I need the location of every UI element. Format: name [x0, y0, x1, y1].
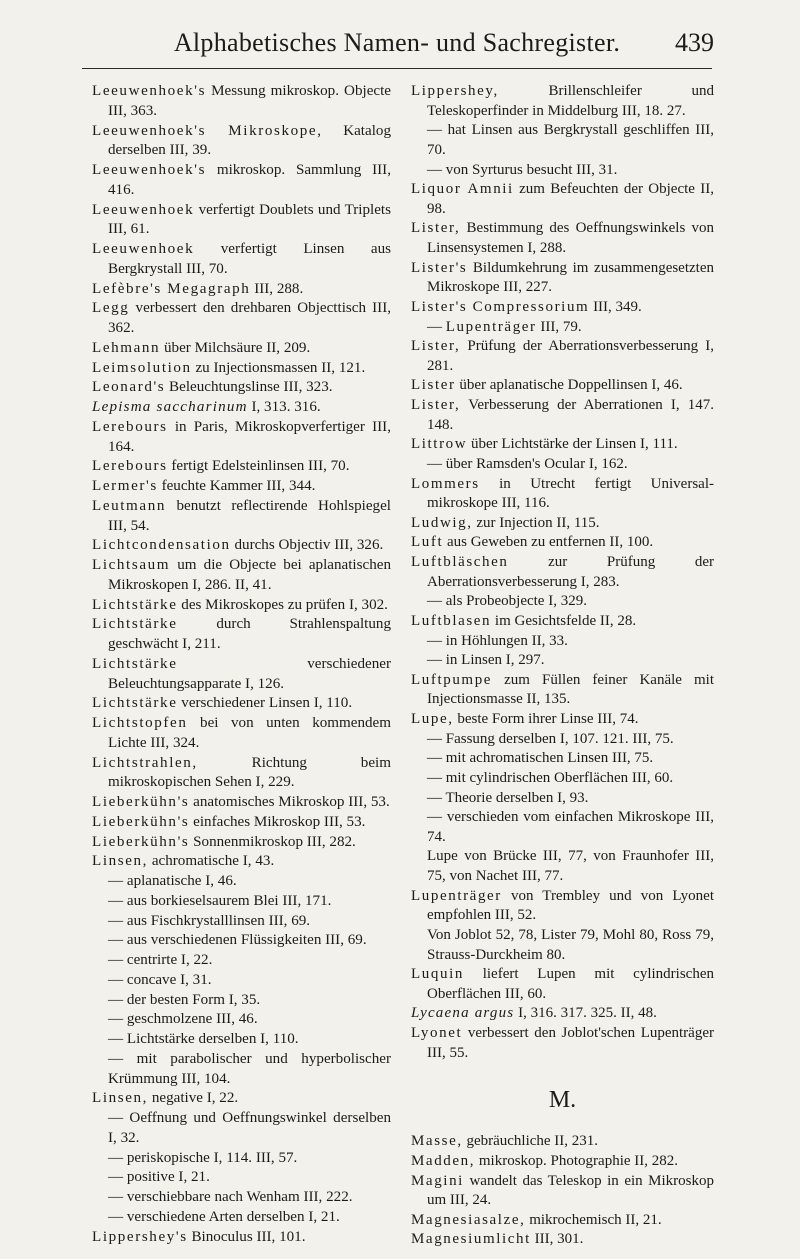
entry-text: III, 79.	[536, 318, 582, 335]
entry-headword: Lepisma saccharinum	[92, 399, 248, 415]
index-entry	[92, 951, 391, 971]
entry-text: mikroskop. Photographie II, 282.	[475, 1152, 679, 1169]
left-column	[92, 82, 391, 1247]
entry-headword: Lister's	[411, 259, 468, 276]
index-entry	[411, 1152, 714, 1172]
index-entry	[411, 632, 714, 652]
entry-text: — verschieden vom einfachen Mikroskope III, 74.	[427, 809, 714, 845]
index-entry	[411, 553, 714, 592]
entry-headword: Luftbläschen	[411, 554, 509, 570]
entry-text: — aplanatische I, 46.	[108, 873, 237, 889]
entry-text: — Lichtstärke derselben I, 110.	[108, 1031, 299, 1047]
entry-text: — der besten Form I, 35.	[108, 991, 261, 1008]
entry-text: — aus Fischkrystalllinsen III, 69.	[108, 912, 311, 929]
entry-headword: Lupe,	[411, 711, 454, 727]
entry-headword: Lichtstärke	[92, 596, 178, 613]
entry-text: verschiedener Linsen I, 110.	[177, 695, 353, 712]
entry-text: verbessert den drehbaren Objecttisch III, 362.	[108, 300, 391, 336]
index-entry	[411, 1230, 714, 1250]
index-entry	[92, 1228, 391, 1248]
index-entry	[92, 694, 391, 714]
entry-headword: Leonard's	[92, 379, 166, 396]
index-entry	[411, 298, 714, 318]
entry-text: — concave I, 31.	[108, 971, 212, 988]
entry-headword: Lupenträger	[411, 887, 502, 904]
entry-text: Beleuchtungslinse III, 323.	[165, 379, 333, 396]
index-entry	[92, 852, 391, 872]
entry-headword: Lupenträger	[445, 318, 537, 335]
index-entry	[92, 1089, 391, 1109]
entry-headword: Lieberkühn's	[92, 794, 190, 810]
entry-headword: Masse,	[411, 1133, 463, 1150]
entry-text: — in Höhlungen II, 33.	[427, 632, 568, 649]
entry-headword: Lister	[411, 377, 456, 394]
entry-headword: Lerebours	[92, 458, 168, 475]
index-entry	[411, 219, 714, 258]
page-number: 439	[675, 28, 714, 57]
entry-headword: Magini	[411, 1172, 464, 1189]
entry-text: — centrirte I, 22.	[108, 952, 213, 968]
entry-headword: Lister,	[411, 220, 461, 237]
entry-text: — als Probeobjecte I, 329.	[427, 593, 587, 610]
entry-headword: Lichtstärke	[92, 616, 178, 633]
entry-headword: Lichtsaum	[92, 557, 171, 573]
entry-headword: Lippershey's	[92, 1228, 188, 1245]
entry-text: — in Linsen I, 297.	[427, 652, 545, 669]
index-entry	[411, 455, 714, 475]
entry-text: Bestimmung des Oeffnungswinkels von Linsensystemen I, 288.	[427, 220, 714, 256]
index-entry	[411, 318, 714, 338]
index-entry	[92, 754, 391, 794]
entry-headword: Lommers	[411, 475, 480, 492]
entry-text: — Fassung derselben I, 107. 121. III, 75.	[427, 730, 674, 747]
entry-text: in Paris, Mikroskopverfertiger III, 164.	[108, 418, 391, 455]
entry-text: aus Geweben zu entfernen II, 100.	[443, 534, 654, 551]
entry-headword: Linsen,	[92, 1090, 149, 1107]
index-entry	[411, 749, 714, 769]
index-entry	[92, 714, 391, 754]
entry-text: verfertigt Linsen aus Bergkrystall III, 70.	[108, 241, 391, 277]
index-entry	[92, 339, 391, 359]
entry-text: Verbesserung der Aberrationen I, 147. 148.	[427, 397, 714, 433]
entry-text: — geschmolzene III, 46.	[108, 1011, 258, 1028]
index-entry	[92, 793, 391, 813]
index-entry	[92, 912, 391, 932]
entry-headword: Lerebours	[92, 418, 168, 435]
index-entry	[92, 833, 391, 853]
entry-headword: Lichtcondensation	[92, 537, 231, 554]
index-entry	[92, 457, 391, 477]
index-entry	[92, 1208, 391, 1228]
entry-text: III, 288.	[250, 280, 304, 297]
right-column-l-entries	[411, 82, 714, 1063]
entry-text: mikrochemisch II, 21.	[525, 1211, 662, 1228]
entry-text: I, 316. 317. 325. II, 48.	[514, 1005, 657, 1022]
entry-text: verschiedener Beleuchtungsapparate I, 126.	[108, 655, 391, 692]
entry-headword: Lehmann	[92, 339, 161, 356]
entry-text: zum Befeuchten der Objecte II, 98.	[427, 181, 714, 217]
entry-text: einfaches Mikroskop III, 53.	[189, 813, 366, 830]
index-entry	[92, 497, 391, 537]
index-entry	[411, 533, 714, 553]
index-entry	[92, 892, 391, 912]
index-entry	[411, 1004, 714, 1024]
entry-headword: Lichtstärke	[92, 695, 178, 712]
entry-text: — aus verschiedenen Flüssigkeiten III, 69.	[108, 932, 367, 949]
index-entry	[411, 514, 714, 534]
index-entry	[92, 201, 391, 241]
entry-dash: —	[427, 318, 446, 335]
index-entry	[411, 82, 714, 121]
entry-text: durchs Objectiv III, 326.	[230, 537, 384, 554]
entry-text: — positive I, 21.	[108, 1169, 210, 1186]
index-entry	[92, 1030, 391, 1050]
entry-text: fertigt Edelsteinlinsen III, 70.	[167, 458, 350, 475]
entry-text: — hat Linsen aus Bergkrystall geschliffen III, 70.	[427, 122, 714, 158]
index-entry	[411, 396, 714, 435]
index-entry	[411, 612, 714, 632]
index-entry	[92, 872, 391, 892]
index-entry	[411, 730, 714, 750]
entry-text: I, 313. 316.	[247, 399, 321, 415]
entry-headword: Lister's Compressorium	[411, 298, 590, 315]
entry-text: — Theorie derselben I, 93.	[427, 789, 589, 806]
entry-text: über aplanatische Doppellinsen I, 46.	[455, 377, 683, 394]
entry-headword: Magnesiasalze,	[411, 1211, 526, 1228]
entry-text: zu Injectionsmassen II, 121.	[191, 359, 366, 376]
index-entry	[92, 813, 391, 833]
entry-headword: Leeuwenhoek	[92, 201, 195, 218]
entry-headword: Leeuwenhoek's	[92, 162, 207, 178]
entry-headword: Leeuwenhoek's Mikroskope,	[92, 122, 323, 139]
entry-text: um die Objecte bei aplanatischen Mikroskopen I, 286. II, 41.	[108, 557, 391, 593]
entry-text: Bildumkehrung im zusammengesetzten Mikroskope III, 227.	[427, 259, 714, 296]
entry-headword: Lycaena argus	[411, 1005, 515, 1022]
index-entry	[92, 161, 391, 201]
entry-text: — mit achromatischen Linsen III, 75.	[427, 750, 654, 767]
index-entry	[92, 556, 391, 596]
entry-text: — periskopische I, 114. III, 57.	[108, 1149, 298, 1166]
index-entry	[411, 1172, 714, 1211]
entry-text: beste Form ihrer Linse III, 74.	[453, 711, 639, 727]
entry-headword: Lieberkühn's	[92, 833, 190, 850]
index-entry	[92, 359, 391, 379]
entry-text: — verschiebbare nach Wenham III, 222.	[108, 1189, 353, 1205]
index-entry	[411, 887, 714, 926]
entry-headword: Madden,	[411, 1152, 476, 1169]
entry-text: III, 349.	[589, 298, 642, 315]
index-entry	[92, 418, 391, 458]
entry-headword: Lieberkühn's	[92, 813, 190, 830]
entry-text: Richtung beim mikroskopischen Sehen I, 229.	[108, 754, 391, 791]
index-entry	[92, 971, 391, 991]
index-entry	[92, 1109, 391, 1149]
index-entry	[92, 1010, 391, 1030]
entry-text: des Mikroskopes zu prüfen I, 302.	[177, 596, 388, 613]
right-column	[411, 82, 714, 1250]
entry-text: Lupe von Brücke III, 77, von Fraunhofer III, 75, von Nachet III, 77.	[427, 848, 714, 884]
index-entry	[411, 592, 714, 612]
entry-headword: Leutmann	[92, 497, 166, 514]
index-entry	[92, 991, 391, 1011]
index-entry	[92, 82, 391, 122]
entry-text: von Trembley und von Lyonet empfohlen III, 52.	[427, 887, 714, 924]
entry-text: zum Füllen feiner Kanäle mit Injectionsmasse II, 135.	[427, 671, 714, 708]
entry-text: feuchte Kammer III, 344.	[157, 478, 316, 494]
index-entry	[92, 536, 391, 556]
entry-text: III, 301.	[530, 1231, 584, 1248]
entry-headword: Legg	[92, 300, 130, 317]
entry-text: verfertigt Doublets und Triplets III, 61.	[108, 201, 391, 238]
entry-headword: Lermer's	[92, 478, 158, 494]
entry-headword: Ludwig,	[411, 514, 473, 531]
index-entry	[92, 1149, 391, 1169]
entry-text: in Utrecht fertigt Universal-mikroskope III, 116.	[427, 475, 714, 512]
index-entry	[411, 259, 714, 298]
entry-text: Binoculus III, 101.	[187, 1228, 306, 1245]
entry-text: anatomisches Mikroskop III, 53.	[189, 794, 390, 810]
entry-text: Prüfung der Aberrationsverbesserung I, 281.	[427, 338, 714, 374]
index-entry	[92, 398, 391, 418]
index-entry	[411, 1132, 714, 1152]
entry-headword: Lichtstärke	[92, 655, 178, 672]
entry-headword: Linsen,	[92, 853, 149, 870]
entry-text: Messung mikroskop. Objecte III, 363.	[108, 83, 391, 119]
index-entry	[92, 280, 391, 300]
entry-text: Katalog derselben III, 39.	[108, 122, 391, 159]
index-entry	[411, 671, 714, 710]
entry-text: Von Joblot 52, 78, Lister 79, Mohl 80, Ross 79, Strauss-Durckheim 80.	[427, 926, 714, 963]
entry-text: über Lichtstärke der Linsen I, 111.	[467, 436, 678, 453]
entry-text: benutzt reflectirende Hohlspiegel III, 54.	[108, 497, 391, 534]
index-entry	[411, 1024, 714, 1063]
entry-text: wandelt das Teleskop in ein Mikroskop um III, 24.	[427, 1172, 714, 1209]
entry-headword: Lister,	[411, 397, 461, 413]
entry-headword: Liquor Amnii	[411, 181, 514, 198]
entry-text: zur Injection II, 115.	[472, 514, 600, 531]
index-entry	[411, 376, 714, 396]
entry-headword: Lippershey,	[411, 83, 499, 99]
running-title: Alphabetisches Namen- und Sachregister.	[173, 28, 621, 57]
entry-text: — von Syrturus besucht III, 31.	[427, 161, 618, 178]
entry-headword: Luft	[411, 534, 444, 551]
entry-headword: Luftblasen	[411, 612, 492, 629]
entry-text: über Milchsäure II, 209.	[160, 339, 311, 356]
entry-text: — mit cylindrischen Oberflächen III, 60.	[427, 769, 674, 786]
index-entry	[92, 931, 391, 951]
entry-text: achromatische I, 43.	[148, 853, 275, 870]
entry-text: gebräuchliche II, 231.	[462, 1133, 599, 1150]
entry-text: — Oeffnung und Oeffnungswinkel derselben I, 32.	[108, 1110, 391, 1146]
entry-text: — aus borkieselsaurem Blei III, 171.	[108, 892, 332, 909]
index-entry	[411, 121, 714, 160]
entry-headword: Leimsolution	[92, 359, 192, 376]
section-letter-m: M.	[548, 1087, 577, 1114]
entry-text: zur Prüfung der Aberrationsverbesserung I, 283.	[427, 554, 714, 590]
entry-text: — verschiedene Arten derselben I, 21.	[108, 1208, 340, 1225]
index-entry	[411, 1211, 714, 1231]
index-entry	[411, 161, 714, 181]
entry-headword: Leeuwenhoek	[92, 241, 195, 257]
entry-headword: Luquin	[411, 966, 464, 983]
entry-headword: Lister,	[411, 338, 461, 355]
index-entry	[92, 655, 391, 695]
index-entry	[92, 1050, 391, 1090]
index-entry	[92, 615, 391, 655]
entry-text: durch Strahlenspaltung geschwächt I, 211.	[108, 616, 391, 652]
entry-headword: Lyonet	[411, 1025, 463, 1041]
index-entry	[411, 926, 714, 965]
index-entry	[411, 651, 714, 671]
index-entry	[92, 477, 391, 497]
entry-text: Sonnenmikroskop III, 282.	[189, 833, 356, 850]
index-entry	[411, 710, 714, 730]
entry-text: mikroskop. Sammlung III, 416.	[108, 162, 391, 198]
index-entry	[411, 965, 714, 1004]
page-header	[82, 14, 712, 69]
entry-text: — mit parabolischer und hyperbolischer Krümmung III, 104.	[108, 1050, 391, 1087]
index-entry	[411, 769, 714, 789]
right-column-m-entries	[411, 1132, 714, 1250]
entry-headword: Lichtstopfen	[92, 715, 188, 731]
entry-text: verbessert den Joblot'schen Lupenträger III, 55.	[427, 1025, 714, 1061]
entry-headword: Littrow	[411, 436, 468, 453]
entry-text: negative I, 22.	[148, 1090, 239, 1107]
index-entry	[92, 1168, 391, 1188]
index-entry	[411, 475, 714, 514]
entry-headword: Lefèbre's Megagraph	[92, 280, 251, 297]
index-entry	[411, 337, 714, 376]
index-entry	[411, 180, 714, 219]
entry-text: Brillenschleifer und Teleskoperfinder in Middelburg III, 18. 27.	[427, 83, 714, 119]
index-entry	[92, 596, 391, 616]
index-entry	[411, 789, 714, 809]
entry-text: im Gesichtsfelde II, 28.	[491, 612, 637, 629]
index-entry	[92, 122, 391, 162]
entry-headword: Leeuwenhoek's	[92, 83, 207, 99]
index-entry	[411, 847, 714, 886]
index-entry	[411, 808, 714, 847]
index-entry	[411, 435, 714, 455]
index-entry	[92, 1188, 391, 1208]
entry-headword: Lichtstrahlen,	[92, 754, 198, 771]
index-entry	[92, 240, 391, 280]
entry-headword: Luftpumpe	[411, 671, 493, 688]
entry-text: bei von unten kommendem Lichte III, 324.	[108, 715, 391, 751]
index-entry	[92, 299, 391, 339]
entry-text: liefert Lupen mit cylindrischen Oberflächen III, 60.	[427, 966, 714, 1002]
entry-text: — über Ramsden's Ocular I, 162.	[427, 455, 628, 472]
index-entry	[92, 378, 391, 398]
entry-headword: Magnesiumlicht	[411, 1231, 531, 1248]
